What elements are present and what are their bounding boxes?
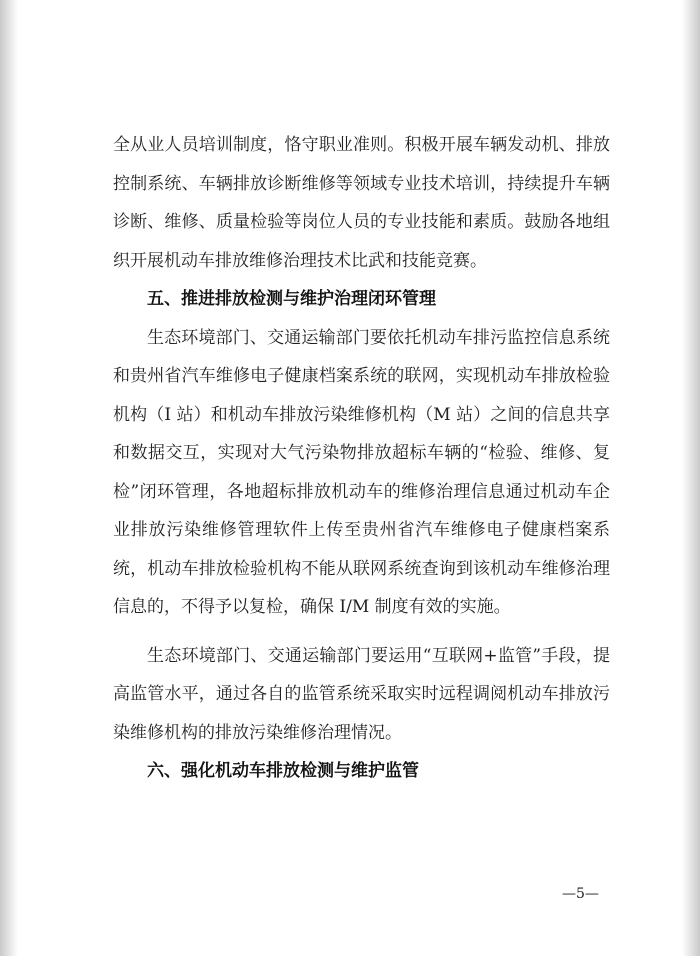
page-edge-shadow-left	[0, 0, 18, 956]
paragraph-gap	[113, 627, 610, 637]
paragraph-training: 全从业人员培训制度，恪守职业准则。积极开展车辆发动机、排放控制系统、车辆排放诊断维修等领域专业技术培训，持续提升车辆诊断、维修、质量检验等岗位人员的专业技能和素质。鼓励各地组织开展机动车排放维修治理技术比武和技能竞赛。	[113, 135, 610, 271]
section-heading-5: 五、推进排放检测与维护治理闭环管理	[147, 289, 436, 309]
paragraph-internet-supervision: 生态环境部门、交通运输部门要运用“互联网+监管”手段，提高监管水平，通过各自的监管系统采取实时远程调阅机动车排放污染维修机构的排放污染维修治理情况。	[113, 645, 610, 743]
section-heading-6: 六、强化机动车排放检测与维护监管	[147, 761, 419, 781]
document-body	[113, 126, 610, 791]
page-number: —5—	[562, 886, 599, 902]
paragraph-closed-loop: 生态环境部门、交通运输部门要依托机动车排污监控信息系统和贵州省汽车维修电子健康档案系统的联网，实现机动车排放检验机构（I 站）和机动车排放污染维修机构（M 站）之间的信息共享和数据交互，实现对大气污染物排放超标车辆的“检验、维修、复检”闭环管理，各地超标排放机动车的维修治理信息通过机动车企业排放污染维修管理软件上传至贵州省汽车维修电子健康档案系统，机动车排放检验机构不能从联网系统查询到该机动车维修治理信息的，不得予以复检，确保 I/M 制度有效的实施。	[113, 327, 610, 617]
page-edge-shadow-right	[682, 0, 700, 956]
